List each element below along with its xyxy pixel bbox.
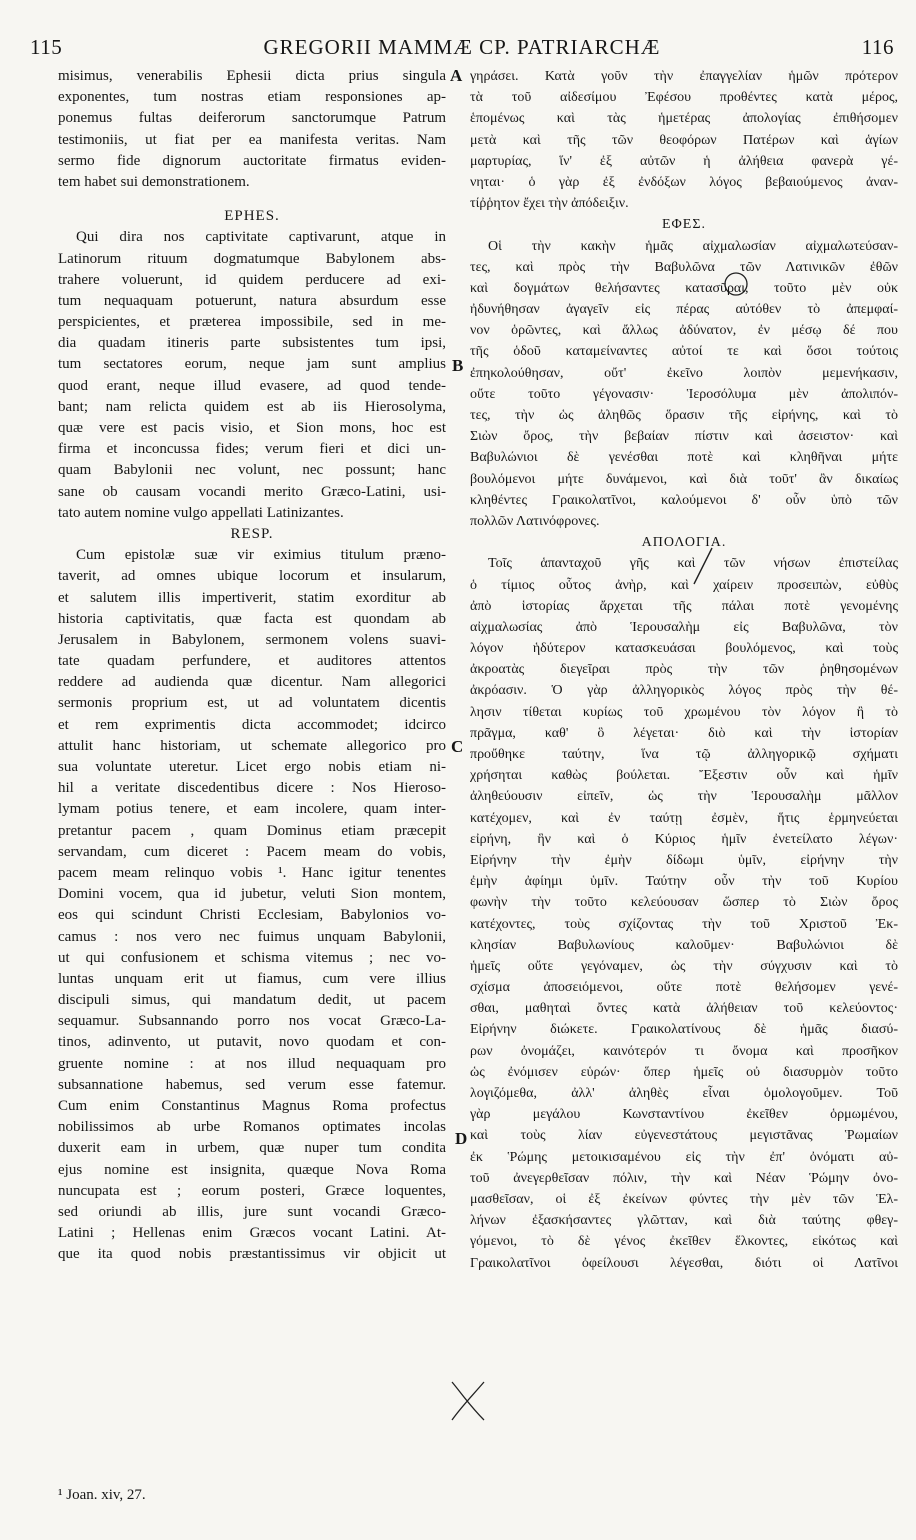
ink-cross-mark [448,1378,488,1424]
text-line: ὁ τίμιος οὗτος ἀνὴρ, καὶ χαίρειν προσειπὼν, εὐθὺς [470,577,898,593]
text-line: ponemus fultas deiferorum sanctorumque Patrum [58,110,446,127]
text-line: duxerit eam in urbem, quæ nuper tum condita [58,1140,446,1157]
page-number-right: 116 [861,34,894,59]
text-line: subsannatione habemus, sed verum esse fatemur. [58,1076,446,1093]
text-line: firma et inconcussa fides; verum fieri et dici un- [58,441,446,458]
greek-paragraph-intro [470,66,898,214]
text-line: quam Babylonii nec volunt, nec possunt; hanc [58,462,446,479]
text-line: eos qui scindunt Christi Ecclesiam, Babylonios vo- [58,907,446,924]
text-line: ἐπηκολούθησαν, οὔτ' ἐκεῖνο λοιπὸν μεμενήκασιν, [470,365,898,381]
text-line: μετὰ καὶ τῆς τῶν θεοφόρων Πατέρων καὶ ἁγίων [470,132,898,148]
text-line: trahere voluerunt, id quidem perducere ad exi- [58,271,446,288]
text-line: servandam, cum diceret : Pacem meam do vobis, [58,843,446,860]
text-line: καὶ δογμάτων θελήσαντες κατασῦραι, τοῦτο μὲν οὐκ [470,280,898,296]
greek-column [470,66,898,1274]
text-line: ἐκ Ῥώμης μετοικισαμένου εἰς τὴν ἐπ' ὀνόματι αὐ- [470,1149,898,1165]
text-line: αἰχμαλωσίας ἀπὸ Ἱερουσαλὴμ εἰς Βαβυλῶνα, τὸν [470,619,898,635]
text-line: sua voluntate uteretur. Licet ergo nobis etiam ni- [58,759,446,775]
text-line: κλησίαν Βαβυλωνίους καλοῦμεν· Βαβυλώνιοι δὲ [470,937,898,953]
margin-letter-c: C [451,737,464,756]
text-line: σχίσμα ἀποσειόμενοι, οὔτε ποτὲ θελήσομεν γενέ- [470,980,898,996]
text-line: μαρτυρίας, ἵν' ἐξ αὐτῶν ἡ ἀλήθεια φανερὰ γέ- [470,153,898,169]
text-line: μασθεῖσαν, οἱ ἐξ ἐκείνων φύντες τὴν μὲν τῶν Ἑλ- [470,1191,898,1207]
text-line: tum sectatores eorum, neque jam sunt amplius [58,356,446,373]
text-line: κατέχομεν, καὶ ἐν ταύτῃ ἐσμὲν, ἥτις ἑρμηνεύεται [470,810,898,826]
text-line: pacem meam relinquo vobis ¹. Hanc igitur tenentes [58,864,446,881]
text-line: tate quadam perfundere, et auditores attentos [58,653,446,670]
latin-paragraph-resp [58,545,446,1265]
latin-paragraph-intro [58,66,446,193]
text-line: λήνων ἐξασκήσαντες γλῶτταν, καὶ διὰ ταύτης φθεγ- [470,1213,898,1229]
text-line: pretantur pacem , quam Dominus etiam præcepit [58,822,446,839]
text-line: exponentes, tum nostras etiam responsiones ap- [58,89,446,106]
text-line: ἑπομένως καὶ τὰς ἡμετέρας ἀπολογίας ἐπιθήσομεν [470,111,898,127]
text-line: ἀληθεύουσιν εἰπεῖν, ὡς τὴν Ἱερουσαλὴμ μᾶλλον [470,789,898,805]
text-line: φωνὴν τὴν τοῦτο κελεύουσαν ὥσπερ τὸ Σιὼν ὄρος [470,895,898,911]
text-line: γόμενοι, τὸ δὲ γένος ἐκεῖθεν ἕλκοντες, εἰκότως καὶ [470,1234,898,1250]
text-line: nuncupata est ; eorum posteri, Græce loquentes, [58,1182,446,1199]
text-line: Cum epistolæ suæ vir eximius titulum præno- [76,547,446,564]
text-line: πολλῶν Λατινόφρονες. [470,513,600,529]
text-line: sequamur. Subsannando porro nos vocat Græco-La- [58,1013,446,1030]
text-line: καὶ τοὺς λίαν εὐγενεστάτους μεγιστᾶνας Ῥωμαίων [470,1128,898,1144]
text-line: κατέχοντες, τοὺς σχίζοντας τὴν τοῦ Χριστοῦ Ἐκ- [470,916,898,932]
text-line: Latini ; Hellenas enim Græcos vocant Latini. At- [58,1225,446,1242]
latin-paragraph-ephes [58,227,446,524]
text-line: ἀκρόασιν. Ὁ γὰρ ἀλληγορικὸς λόγος πρὸς τὴν θέ- [470,683,898,699]
text-line: Οἱ τὴν κακὴν ἡμᾶς αἰχμαλωσίαν αἰχμαλωτεύσαν- [488,238,898,254]
text-line: historia captivitatis, quæ facta est quondam ab [58,610,446,627]
section-heading-apologia: ΑΠΟΛΟΓΙΑ. [641,535,727,551]
text-line: Σιὼν ὄρος, τὴν βεβαίαν πίστιν καὶ ἀσειστον· καὶ [470,429,898,445]
text-line: et salutem illis impertiverit, statim exorditur ab [58,589,446,606]
text-line: λόγον ἡδύτερον κατασκευάσαι βουλόμενος, καὶ τοὺς [470,641,898,657]
text-line: νον ὁρῶντες, καὶ ἄλλως ἀδύνατον, ἐν μέσῳ δέ που [470,323,898,339]
text-line: Εἰρήνην τὴν ἐμὴν δίδωμι ὑμῖν, εἰρήνην τὴν [470,852,898,868]
text-line: πρᾶγμα, καθ' ὃ λέγεται· διὸ καὶ τὴν ἱστορίαν [470,725,898,741]
text-line: reddere ad audienda quæ dicentur. Nam allegorici [58,674,446,691]
text-line: camus : nos vero nec fuimus unquam Babylonii, [58,928,446,945]
text-line: tum nequaquam potuerunt, natura absurdum esse [58,292,446,309]
text-line: bant; nam relicta quidem est ab iis Hierosolyma, [58,398,446,415]
text-line: τες, τὴν ὡς ἀληθῶς ὅρασιν τῆς εἰρήνης, καὶ τὸ [470,408,898,423]
latin-column [58,66,446,1266]
text-line: hil a veritate discedentibus dicere : Nos Hieroso- [58,780,446,797]
text-line: sane ob causam vocandi merito Græco-Latini, usi- [58,483,446,500]
running-title: GREGORII MAMMÆ CP. PATRIARCHÆ [263,34,661,59]
text-line: sed oriundi ab illis, jure sunt vocandi Græco- [58,1203,446,1220]
section-heading-ephes: EPHES. [224,208,280,225]
text-line: ἀκροατὰς διεγεῖραι πρὸς τὴν τῶν ῥηθησομένων [470,662,898,678]
text-line: χρήσηται καθὼς βούλεται. Ἔξεστιν οὖν καὶ ἡμῖν [470,768,898,784]
text-line: discipuli simus, qui mandatum dedit, ut pacem [58,992,446,1009]
text-line: perspicientes, et præterea impossibile, sed in me- [58,314,446,331]
text-line: ἐμὴν ἀφίημι ὑμῖν. Ταύτην οὖν τὴν τοῦ Κυρίου [470,874,898,890]
text-line: οὔτε τοῦτο γέγονασιν· Ἱεροσόλυμα μὲν ἀπολιπόν- [470,386,898,402]
margin-letter-d: D [455,1129,468,1148]
margin-letter-a: A [450,66,463,85]
text-line: Domini vocem, qua id jubetur, veluti Sion montem, [58,886,446,903]
running-header [30,30,894,64]
footnote: ¹ Joan. xiv, 27. [58,1487,146,1503]
text-line: τῆς ὁδοῦ καταμείναντες αὐτοί τε καὶ ὅσοι τούτοις [470,344,898,360]
text-line: dia quadam itineris parte subsistentes tum ipsi, [58,335,446,352]
text-line: λησιν τίθεται κυρίως τοῦ χρωμένου τὸν λόγον ἢ τὸ [470,704,898,720]
greek-paragraph-ephes [470,236,898,533]
text-line: νηται· ὁ γὰρ ἐξ ἐνδόξων λόγος βεβαιούμενος ἀναν- [470,174,898,190]
text-line: εἰρήνη, ἣν καὶ ὁ Κύριος ἡμῖν ἐνετείλατο λέγων· [470,831,898,847]
text-line: γὰρ μεγάλου Κωνσταντίνου ἐκεῖθεν ὁρμωμένου, [470,1107,898,1123]
text-line: taverit, ad omnes ubique locorum et insularum, [58,568,446,585]
text-line: προὔθηκε ταύτην, ἵνα τῷ ἀλληγορικῷ σχήματι [470,747,898,762]
text-line: τὰ τοῦ αἰδεσίμου Ἐφέσου προθέντες κατὰ μέρος, [470,90,898,106]
text-line: Βαβυλώνιοι δὲ γενέσθαι ποτὲ καὶ κληθῆναι μήτε [470,450,898,466]
text-line: ὡς ἐνόμισεν εὑρών· ὅπερ ἡμεῖς οὐ διασυρμὸν τοῦτο [470,1064,898,1080]
text-line: Εἰρήνην διώκετε. Γραικολατίνους δὲ ἡμᾶς διασύ- [470,1022,898,1038]
text-line: Jerusalem in Babylonem, sermonem volens suavi- [58,631,446,648]
text-line: ἠδυνήθησαν ἀγαγεῖν εἰς πέρας αὐτόθεν τὸ ἀπεμφαί- [470,302,898,318]
text-line: lymam potius tenere, et eam incolere, quam inter- [58,801,446,818]
text-line: et rem exprimentis dicta accommodet; idcirco [58,716,446,733]
text-line: gruente nomine : at nos illud nequaquam pro [58,1055,446,1072]
text-line: tinos, adinvento, ut putavit, novo quodam et con- [58,1034,446,1051]
text-line: Τοῖς ἁπανταχοῦ γῆς καὶ τῶν νήσων ἐπιστείλας [488,556,898,572]
text-line: quod erant, neque illud evasere, ad quod tende- [58,377,446,394]
text-line: τοῦ ἀνεγερθεῖσαν πόλιν, τὴν καὶ Νέαν Ῥώμην ὀνο- [470,1170,898,1186]
text-line: tato autem nomine vulgo appellati Latinizantes. [58,504,344,521]
text-line: Qui dira nos captivitate captivarunt, atque in [76,229,446,246]
text-line: ejus nomine est insignita, quæque Nova Roma [58,1161,446,1178]
text-line: sermo fide dignorum auctoritate firmatus eviden- [58,152,446,169]
text-line: testimoniis, ut fiat per ea manifesta veritas. Nam [58,131,446,148]
text-line: misimus, venerabilis Ephesii dicta prius singula [58,68,446,84]
text-line: Cum enim Constantinus Magnus Roma profectus [58,1098,446,1114]
text-line: Γραικολατῖνοι ὀφείλουσι λέγεσθαι, διότι οἱ Λατῖνοι [470,1255,898,1271]
text-line: λογιζόμεθα, ἀλλ' ἀληθὲς εἶναι ὁμολογοῦμεν. Τοῦ [470,1086,898,1101]
margin-letter-b: B [452,356,464,375]
text-line: βουλόμενοι μήτε δυνάμενοι, καὶ διὰ τοῦτ' ἂν δικαίως [470,471,898,487]
section-heading-resp: RESP. [230,525,274,542]
page-number-left: 115 [30,34,63,59]
text-line: attulit hanc historiam, ut schemate allegorico pro [58,737,446,754]
text-line: γηράσει. Κατὰ γοῦν τὴν ἐπαγγελίαν ἡμῶν πρότερον [470,69,898,84]
text-line: sermonis proprium est, ut ad voluntatem dicentis [58,695,446,712]
text-line: σθαι, μαθηταὶ ὄντες κατὰ ἀλήθειαν τοῦ κελεύοντος· [470,1001,898,1017]
greek-paragraph-apologia [470,553,898,1273]
text-line: ut qui confusionem et schisma vitemus ; nec vo- [58,949,446,966]
text-line: quæ vere est pacis visio, et Sion mons, hoc est [58,420,446,436]
text-line: ἀπὸ ἱστορίας ἄρχεται τῆς πάλαι ποτὲ γενομένης [470,598,898,614]
text-line: tem habet sui demonstrationem. [58,173,250,190]
text-line: que ita quod nobis præstantissimus vir objicit ut [58,1246,446,1263]
section-heading-ephes-greek: ΕΦΕΣ. [662,217,706,233]
text-line: ρων ὀνομάζει, καινότερόν τι ὄνομα καὶ προσῆκον [470,1043,898,1059]
text-line: τίῤῥητον ἔχει τὴν ἀπόδειξιν. [470,196,629,212]
text-line: luntas unquam erit ut fiamus, cum vere illius [58,970,446,987]
text-line: κληθέντες Γραικολατῖνοι, καλούμενοι δ' οὖν ὑπὸ τῶν [470,492,898,508]
text-line: nobilissimos ab urbe Romanos optimates incolas [58,1119,446,1136]
text-line: Latinorum rituum dogmatumque Babylonem abs- [58,250,446,267]
text-line: τες, καὶ πρὸς τὴν Βαβυλῶνα τῶν Λατινικῶν ἐθῶν [470,259,898,275]
text-line: ἡμεῖς οὔτε γεγόναμεν, ὡς τὴν σύγχυσιν καὶ τὸ [470,958,898,974]
